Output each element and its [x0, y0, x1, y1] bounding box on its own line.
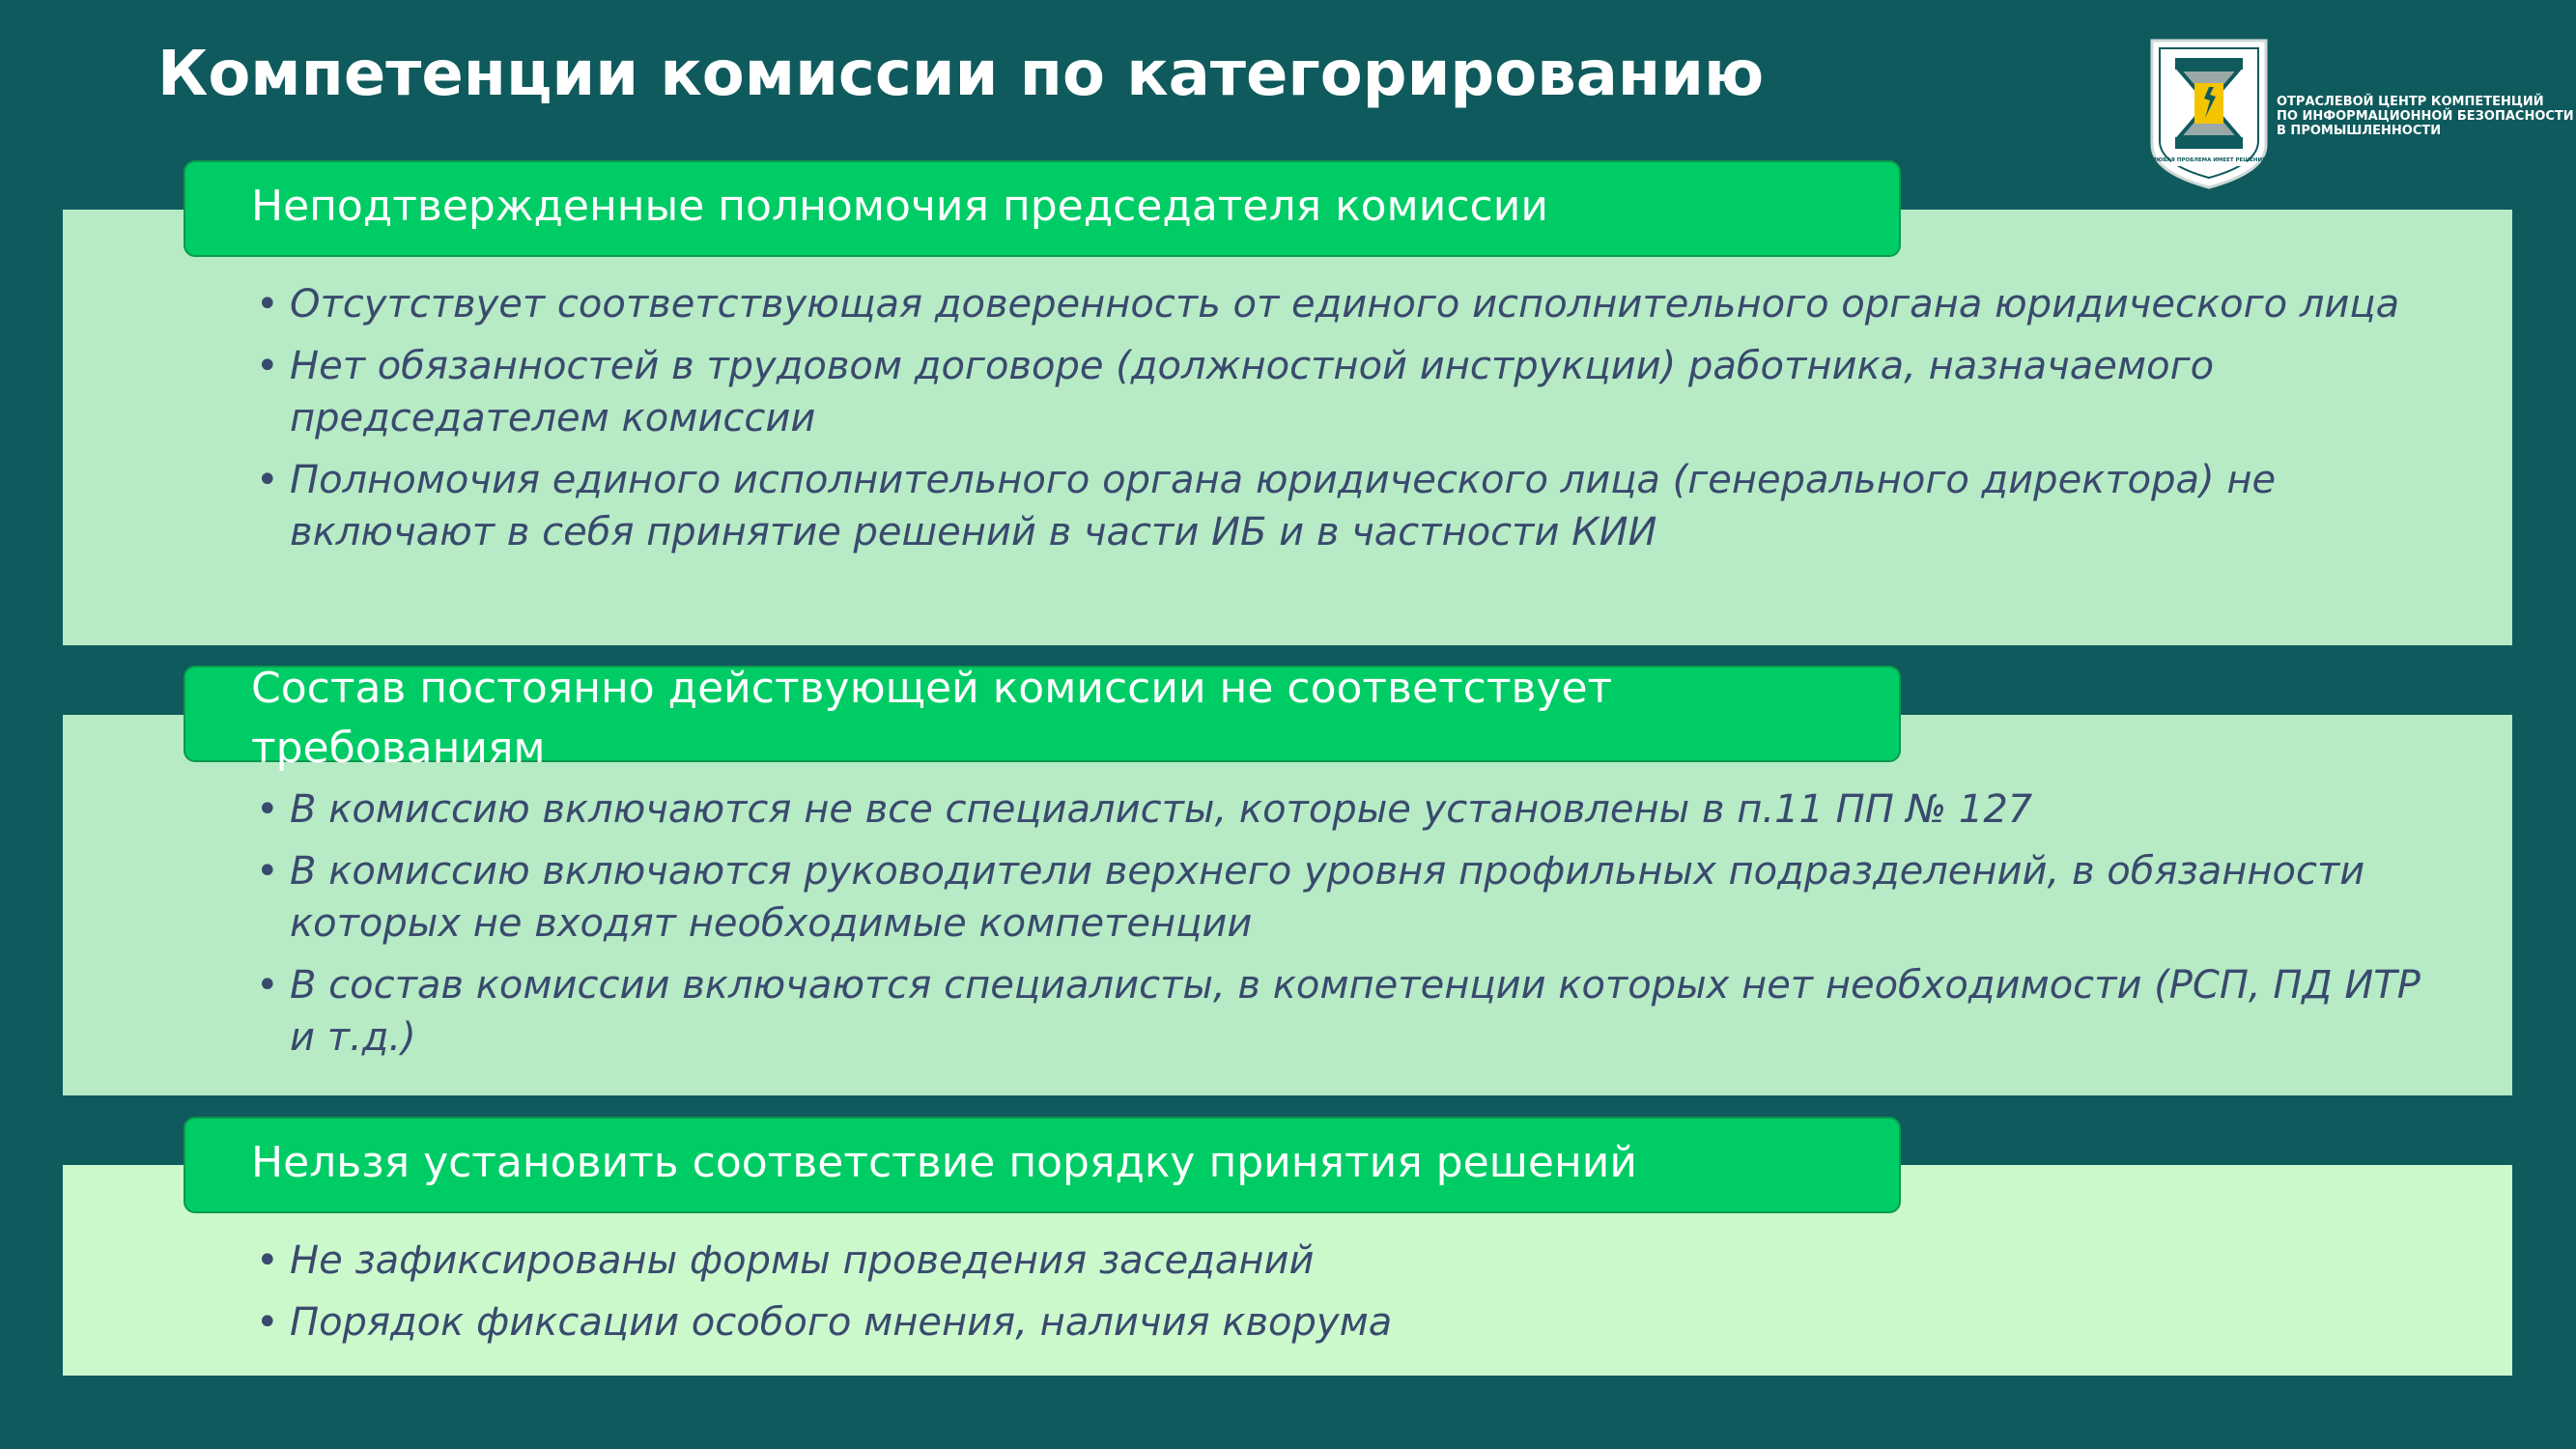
bullet-dot: • [256, 282, 279, 327]
bullet-list-composition [256, 783, 2429, 1073]
bullet-text: В комиссию включаются руководители верхнего уровня профильных подразделений, в обязанности которых не входят необходимые компетенции [290, 849, 2365, 946]
bullet-text: Отсутствует соответствующая доверенность от единого исполнительного органа юридического лица [290, 282, 2400, 327]
section-header-label: Неподтвержденные полномочия председателя комиссии [251, 182, 1548, 231]
section-header-decisions [184, 1117, 1901, 1213]
section-header-composition [184, 664, 1901, 773]
list-item [256, 959, 2429, 1064]
list-item [256, 783, 2429, 836]
slide-title: Компетенции комиссии по категорированию [157, 39, 1765, 110]
bullet-list-chairman [256, 278, 2429, 568]
section-header-label: Нельзя установить соответствие порядку принятия решений [251, 1138, 1637, 1187]
list-item [256, 1235, 2429, 1287]
logo-caption-line: В ПРОМЫШЛЕННОСТИ [2277, 124, 2442, 138]
bullet-text: Не зафиксированы формы проведения заседаний [290, 1238, 1315, 1283]
bullet-text: Нет обязанностей в трудовом договоре (должностной инструкции) работника, назначаемого председателем комиссии [290, 344, 2215, 440]
bullet-text: В комиссию включаются не все специалисты, которые установлены в п.11 ПП № 127 [290, 787, 2033, 832]
bullet-dot: • [256, 1300, 279, 1345]
bullet-dot: • [256, 1238, 279, 1283]
list-item [256, 278, 2429, 330]
bullet-dot: • [256, 787, 279, 832]
logo-caption-line: ОТРАСЛЕВОЙ ЦЕНТР КОМПЕТЕНЦИЙ [2277, 95, 2544, 109]
section-header-chairman [184, 160, 1901, 257]
bullet-dot: • [256, 458, 279, 502]
bullet-text: Порядок фиксации особого мнения, наличия кворума [290, 1300, 1393, 1345]
list-item [256, 845, 2429, 950]
logo-caption-line: ПО ИНФОРМАЦИОННОЙ БЕЗОПАСНОСТИ [2277, 109, 2574, 124]
bullet-text: В состав комиссии включаются специалисты, в компетенции которых нет необходимости (РСП, ПД ИТР и т.д.) [290, 963, 2420, 1060]
bullet-dot: • [256, 849, 279, 894]
logo-badge-text: ЛЮБАЯ ПРОБЛЕМА ИМЕЕТ РЕШЕНИЕ [2152, 157, 2266, 163]
section-header-label: Состав постоянно действующей комиссии не соответствует требованиям [251, 664, 1613, 773]
logo-caption [2277, 95, 2574, 138]
list-item [256, 454, 2429, 558]
list-item [256, 1296, 2429, 1349]
bullet-dot: • [256, 963, 279, 1008]
bullet-list-decisions [256, 1235, 2429, 1358]
list-item [256, 340, 2429, 444]
bullet-dot: • [256, 344, 279, 388]
shield-emblem-icon [2146, 37, 2272, 191]
bullet-text: Полномочия единого исполнительного органа юридического лица (генерального директора) не включают в себя принятие решений в части ИБ и в частности КИИ [290, 458, 2277, 554]
